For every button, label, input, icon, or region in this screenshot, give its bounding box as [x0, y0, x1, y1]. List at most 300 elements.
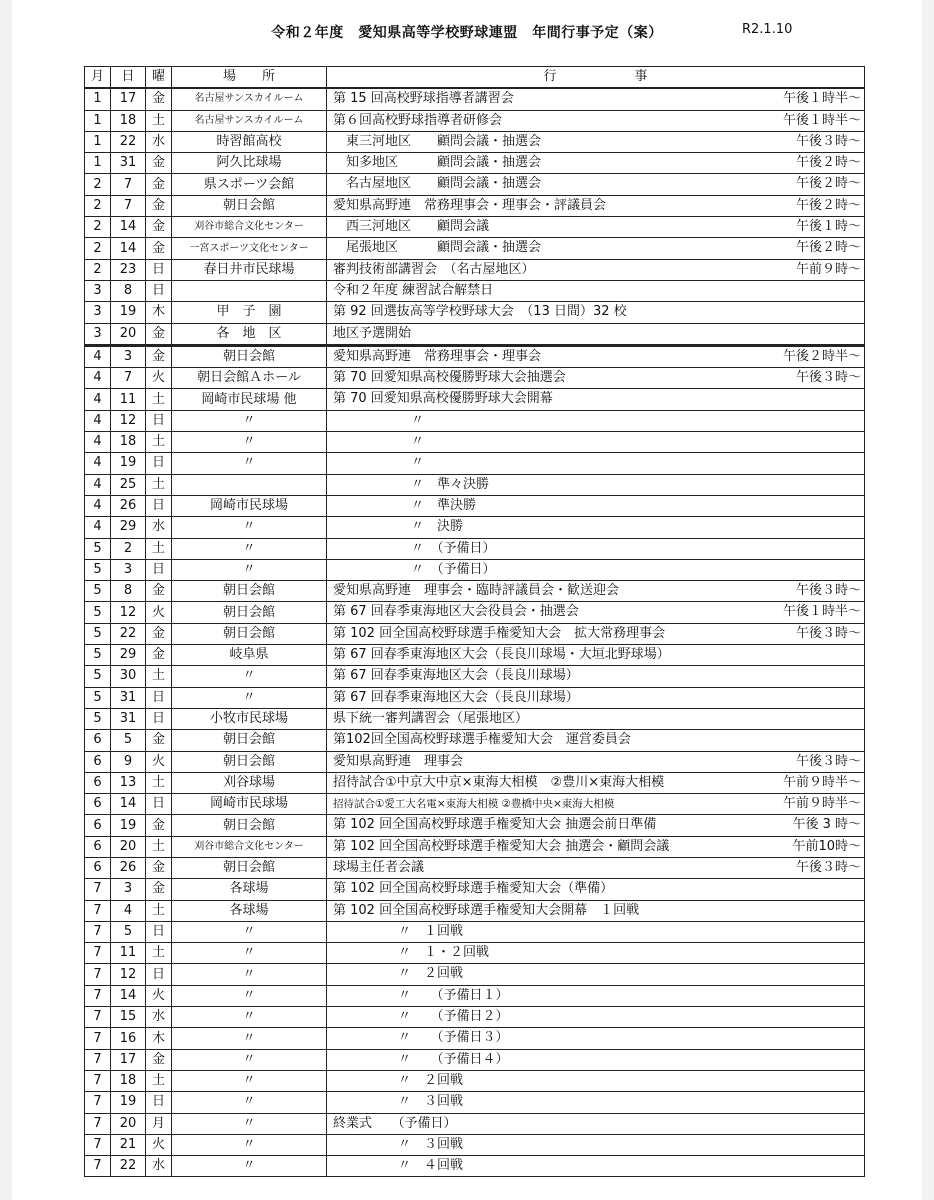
cell-weekday: 木 [146, 1028, 172, 1049]
table-row [85, 921, 865, 942]
table-row [85, 517, 865, 538]
event-text: 〃 ３回戦 [333, 1136, 464, 1152]
cell-place: 岐阜県 [172, 645, 327, 666]
table-row [85, 259, 865, 280]
table-row [85, 751, 865, 772]
cell-event [327, 836, 865, 857]
cell-event [327, 174, 865, 195]
cell-weekday: 土 [146, 389, 172, 410]
cell-place: 〃 [172, 1156, 327, 1177]
table-row [85, 943, 865, 964]
event-text: 第 67 回春季東海地区大会（長良川球場） [333, 689, 579, 705]
cell-month: 3 [85, 302, 111, 323]
cell-place: 朝日会館 [172, 581, 327, 602]
cell-month: 4 [85, 474, 111, 495]
event-text: 愛知県高野連 常務理事会・理事会・評議員会 [333, 197, 607, 213]
cell-day: 3 [111, 559, 146, 580]
cell-month: 2 [85, 195, 111, 216]
table-row [85, 495, 865, 516]
cell-day: 19 [111, 1092, 146, 1113]
event-text: 〃 [333, 434, 425, 450]
cell-event [327, 815, 865, 836]
cell-event [327, 794, 865, 815]
event-text: 〃 １・２回戦 [333, 945, 490, 961]
cell-event [327, 153, 865, 174]
cell-weekday: 日 [146, 453, 172, 474]
cell-place: 〃 [172, 538, 327, 559]
cell-event [327, 730, 865, 751]
event-text: 第 102 回全国高校野球選手権愛知大会開幕 １回戦 [333, 902, 640, 918]
cell-event [327, 88, 865, 110]
cell-event [327, 389, 865, 410]
cell-month: 1 [85, 131, 111, 152]
cell-event [327, 368, 865, 389]
cell-weekday: 土 [146, 836, 172, 857]
cell-weekday: 金 [146, 645, 172, 666]
table-row [85, 602, 865, 623]
cell-month: 7 [85, 921, 111, 942]
event-time: 午後２時～ [795, 240, 861, 256]
event-time: 午前９時半～ [782, 796, 861, 812]
cell-month: 6 [85, 857, 111, 878]
cell-place: 朝日会館 [172, 195, 327, 216]
cell-event [327, 302, 865, 323]
cell-month: 7 [85, 985, 111, 1006]
cell-day: 23 [111, 259, 146, 280]
cell-event [327, 1113, 865, 1134]
cell-event [327, 238, 865, 259]
table-row [85, 794, 865, 815]
table-row [85, 559, 865, 580]
cell-weekday: 金 [146, 730, 172, 751]
cell-place: 小牧市民球場 [172, 708, 327, 729]
table-row [85, 1092, 865, 1113]
cell-place: 〃 [172, 453, 327, 474]
cell-day: 17 [111, 1049, 146, 1070]
cell-month: 5 [85, 581, 111, 602]
table-header-row [85, 67, 865, 89]
cell-place: 朝日会館 [172, 857, 327, 878]
cell-weekday: 金 [146, 195, 172, 216]
table-row [85, 195, 865, 216]
cell-month: 7 [85, 1070, 111, 1091]
cell-day: 19 [111, 302, 146, 323]
event-text: 〃 （予備日４） [333, 1051, 509, 1067]
cell-month: 5 [85, 623, 111, 644]
event-text: 招待試合①愛工大名電×東海大相模 ②豊橋中央×東海大相模 [333, 798, 615, 811]
cell-place: 県スポーツ会館 [172, 174, 327, 195]
cell-month: 4 [85, 495, 111, 516]
cell-month: 6 [85, 836, 111, 857]
cell-weekday: 日 [146, 410, 172, 431]
event-time: 午後３時～ [795, 370, 861, 386]
event-text: 〃 （予備日１） [333, 987, 509, 1003]
event-time: 午後 3 時～ [792, 817, 861, 833]
cell-weekday: 水 [146, 517, 172, 538]
cell-weekday: 水 [146, 1007, 172, 1028]
cell-place [172, 280, 327, 301]
table-row [85, 815, 865, 836]
cell-day: 5 [111, 730, 146, 751]
cell-day: 20 [111, 1113, 146, 1134]
cell-place: 刈谷市総合文化センター [172, 217, 327, 238]
cell-event [327, 900, 865, 921]
cell-weekday: 火 [146, 751, 172, 772]
event-time: 午後３時～ [795, 625, 861, 641]
cell-weekday: 土 [146, 943, 172, 964]
table-row [85, 110, 865, 131]
cell-month: 5 [85, 708, 111, 729]
table-row [85, 1028, 865, 1049]
cell-day: 8 [111, 581, 146, 602]
cell-day: 19 [111, 453, 146, 474]
cell-place: 刈谷市総合文化センター [172, 836, 327, 857]
cell-weekday: 金 [146, 345, 172, 367]
cell-place: 〃 [172, 985, 327, 1006]
cell-place: 〃 [172, 1092, 327, 1113]
cell-month: 2 [85, 238, 111, 259]
cell-event [327, 1092, 865, 1113]
cell-weekday: 日 [146, 259, 172, 280]
column-header-weekday: 曜 [146, 67, 172, 89]
cell-month: 6 [85, 772, 111, 793]
event-text: 〃 （予備日） [333, 540, 496, 556]
cell-weekday: 金 [146, 1049, 172, 1070]
cell-event [327, 517, 865, 538]
cell-month: 4 [85, 517, 111, 538]
cell-event [327, 687, 865, 708]
cell-month: 2 [85, 217, 111, 238]
cell-event [327, 538, 865, 559]
cell-place: 朝日会館 [172, 345, 327, 367]
cell-month: 7 [85, 964, 111, 985]
cell-place: 〃 [172, 1028, 327, 1049]
cell-day: 31 [111, 708, 146, 729]
table-row [85, 1007, 865, 1028]
cell-place: 〃 [172, 432, 327, 453]
cell-month: 6 [85, 751, 111, 772]
cell-day: 25 [111, 474, 146, 495]
table-row [85, 730, 865, 751]
cell-month: 7 [85, 1134, 111, 1155]
cell-place: 〃 [172, 1049, 327, 1070]
cell-place: 岡崎市民球場 他 [172, 389, 327, 410]
cell-month: 4 [85, 389, 111, 410]
document-title: 令和２年度 愛知県高等学校野球連盟 年間行事予定（案） [271, 25, 663, 41]
cell-month: 6 [85, 815, 111, 836]
cell-event [327, 453, 865, 474]
table-row [85, 1113, 865, 1134]
cell-place: 朝日会館Ａホール [172, 368, 327, 389]
event-text: 第 92 回選抜高等学校野球大会 （13 日間）32 校 [333, 304, 627, 320]
column-header-month: 月 [85, 67, 111, 89]
cell-event [327, 410, 865, 431]
cell-day: 12 [111, 602, 146, 623]
cell-event [327, 1134, 865, 1155]
cell-weekday: 日 [146, 687, 172, 708]
event-text: 〃 ３回戦 [333, 1094, 464, 1110]
cell-event [327, 559, 865, 580]
cell-event [327, 345, 865, 367]
event-time: 午後２時～ [795, 155, 861, 171]
cell-weekday: 日 [146, 921, 172, 942]
event-text: 〃 [333, 412, 425, 428]
cell-event [327, 131, 865, 152]
event-time: 午後１時半～ [782, 604, 861, 620]
cell-day: 8 [111, 280, 146, 301]
cell-weekday: 火 [146, 368, 172, 389]
event-text: 第 70 回愛知県高校優勝野球大会開幕 [333, 391, 553, 407]
cell-month: 4 [85, 368, 111, 389]
cell-weekday: 金 [146, 581, 172, 602]
event-text: 愛知県高野連 理事会・臨時評議員会・歓送迎会 [333, 583, 620, 599]
table-row [85, 131, 865, 152]
cell-day: 7 [111, 195, 146, 216]
cell-event [327, 280, 865, 301]
cell-weekday: 土 [146, 1070, 172, 1091]
cell-month: 5 [85, 645, 111, 666]
event-text: 第 102 回全国高校野球選手権愛知大会 抽選会・顧問会議 [333, 838, 670, 854]
cell-weekday: 金 [146, 623, 172, 644]
cell-weekday: 水 [146, 131, 172, 152]
cell-month: 2 [85, 259, 111, 280]
event-text: 第 102 回全国高校野球選手権愛知大会 拡大常務理事会 [333, 625, 666, 641]
cell-place: 時習館高校 [172, 131, 327, 152]
table-row [85, 302, 865, 323]
event-text: 第 67 回春季東海地区大会（長良川球場・大垣北野球場） [333, 647, 670, 663]
event-text: 愛知県高野連 常務理事会・理事会 [333, 348, 542, 364]
cell-day: 29 [111, 517, 146, 538]
cell-weekday: 日 [146, 1092, 172, 1113]
cell-place: 朝日会館 [172, 815, 327, 836]
cell-day: 14 [111, 238, 146, 259]
table-row [85, 836, 865, 857]
event-text: 第６回高校野球指導者研修会 [333, 112, 503, 128]
event-text: 東三河地区 顧問会議・抽選会 [333, 133, 542, 149]
event-text: 〃 準決勝 [333, 497, 477, 513]
cell-weekday: 金 [146, 217, 172, 238]
table-row [85, 645, 865, 666]
cell-event [327, 985, 865, 1006]
cell-weekday: 金 [146, 174, 172, 195]
event-text: 第 102 回全国高校野球選手権愛知大会（準備） [333, 881, 614, 897]
event-text: 愛知県高野連 理事会 [333, 753, 464, 769]
event-text: 〃 ２回戦 [333, 966, 464, 982]
table-row [85, 1049, 865, 1070]
cell-place: 〃 [172, 517, 327, 538]
event-text: 〃 [333, 455, 425, 471]
event-time: 午後１時半～ [782, 91, 861, 107]
cell-event [327, 921, 865, 942]
cell-event [327, 708, 865, 729]
cell-weekday: 火 [146, 1134, 172, 1155]
cell-day: 14 [111, 985, 146, 1006]
event-text: 尾張地区 顧問会議・抽選会 [333, 240, 542, 256]
table-row [85, 1156, 865, 1177]
cell-event [327, 964, 865, 985]
cell-day: 22 [111, 131, 146, 152]
cell-day: 18 [111, 110, 146, 131]
event-text: 〃 決勝 [333, 519, 464, 535]
cell-month: 7 [85, 900, 111, 921]
cell-day: 16 [111, 1028, 146, 1049]
event-text: 第 102 回全国高校野球選手権愛知大会 抽選会前日準備 [333, 817, 657, 833]
cell-event [327, 323, 865, 345]
cell-day: 20 [111, 323, 146, 345]
cell-day: 26 [111, 495, 146, 516]
cell-place: 〃 [172, 943, 327, 964]
event-text: 県下統一審判講習会（尾張地区） [333, 710, 529, 726]
event-text: 〃 （予備日２） [333, 1009, 509, 1025]
table-row [85, 453, 865, 474]
cell-day: 12 [111, 964, 146, 985]
event-text: 西三河地区 顧問会議 [333, 219, 490, 235]
cell-month: 5 [85, 666, 111, 687]
table-row [85, 964, 865, 985]
column-header-place: 場 所 [172, 67, 327, 89]
table-row [85, 368, 865, 389]
document-page [12, 0, 922, 1200]
event-text: 〃 ４回戦 [333, 1158, 464, 1174]
cell-event [327, 943, 865, 964]
table-row [85, 345, 865, 367]
cell-month: 6 [85, 794, 111, 815]
cell-place: 〃 [172, 1134, 327, 1155]
cell-place: 名古屋サンスカイルーム [172, 88, 327, 110]
event-time: 午後３時～ [795, 133, 861, 149]
cell-event [327, 602, 865, 623]
cell-place: 岡崎市民球場 [172, 794, 327, 815]
event-time: 午後２時半～ [782, 348, 861, 364]
cell-day: 18 [111, 432, 146, 453]
cell-day: 15 [111, 1007, 146, 1028]
cell-event [327, 666, 865, 687]
table-row [85, 1134, 865, 1155]
cell-event [327, 1028, 865, 1049]
table-row [85, 432, 865, 453]
cell-day: 9 [111, 751, 146, 772]
cell-place: 〃 [172, 964, 327, 985]
cell-event [327, 1007, 865, 1028]
cell-month: 4 [85, 345, 111, 367]
cell-day: 19 [111, 815, 146, 836]
cell-month: 7 [85, 1028, 111, 1049]
event-text: 〃 １回戦 [333, 923, 464, 939]
cell-day: 3 [111, 879, 146, 900]
cell-event [327, 1070, 865, 1091]
cell-day: 2 [111, 538, 146, 559]
event-time: 午後２時～ [795, 176, 861, 192]
cell-place: 〃 [172, 666, 327, 687]
cell-month: 4 [85, 453, 111, 474]
cell-day: 20 [111, 836, 146, 857]
cell-place: 朝日会館 [172, 730, 327, 751]
cell-month: 7 [85, 879, 111, 900]
table-row [85, 900, 865, 921]
cell-day: 22 [111, 623, 146, 644]
cell-month: 7 [85, 943, 111, 964]
table-row [85, 88, 865, 110]
event-time: 午前９時～ [795, 261, 861, 277]
cell-weekday: 金 [146, 815, 172, 836]
table-row [85, 581, 865, 602]
cell-day: 7 [111, 368, 146, 389]
cell-month: 1 [85, 153, 111, 174]
event-text: 球場主任者会議 [333, 859, 425, 875]
cell-month: 5 [85, 538, 111, 559]
cell-place: 朝日会館 [172, 623, 327, 644]
cell-weekday: 日 [146, 495, 172, 516]
cell-event [327, 772, 865, 793]
event-text: 第102回全国高校野球選手権愛知大会 運営委員会 [333, 732, 631, 748]
cell-weekday: 日 [146, 794, 172, 815]
table-row [85, 666, 865, 687]
cell-month: 2 [85, 174, 111, 195]
cell-weekday: 土 [146, 538, 172, 559]
cell-weekday: 金 [146, 857, 172, 878]
cell-place: 甲 子 園 [172, 302, 327, 323]
cell-day: 30 [111, 666, 146, 687]
cell-weekday: 土 [146, 474, 172, 495]
event-time: 午前９時半～ [782, 774, 861, 790]
cell-place: 春日井市民球場 [172, 259, 327, 280]
event-text: 〃 （予備日３） [333, 1030, 509, 1046]
event-text: 地区予選開始 [333, 325, 412, 341]
cell-place: 各球場 [172, 900, 327, 921]
cell-place: 阿久比球場 [172, 153, 327, 174]
cell-weekday: 土 [146, 900, 172, 921]
cell-place: 〃 [172, 1070, 327, 1091]
column-header-day: 日 [111, 67, 146, 89]
cell-event [327, 474, 865, 495]
event-text: 〃 ２回戦 [333, 1072, 464, 1088]
cell-month: 7 [85, 1156, 111, 1177]
cell-day: 7 [111, 174, 146, 195]
cell-place: 岡崎市民球場 [172, 495, 327, 516]
table-row [85, 708, 865, 729]
cell-month: 5 [85, 602, 111, 623]
cell-place: 一宮スポーツ文化センター [172, 238, 327, 259]
event-text: 〃 （予備日） [333, 561, 496, 577]
table-row [85, 238, 865, 259]
cell-place: 朝日会館 [172, 602, 327, 623]
cell-day: 3 [111, 345, 146, 367]
cell-weekday: 火 [146, 985, 172, 1006]
cell-month: 4 [85, 410, 111, 431]
cell-place: 朝日会館 [172, 751, 327, 772]
table-row [85, 687, 865, 708]
cell-place [172, 474, 327, 495]
cell-event [327, 879, 865, 900]
cell-event [327, 857, 865, 878]
event-text: 第 67 回春季東海地区大会役員会・抽選会 [333, 604, 579, 620]
cell-weekday: 金 [146, 238, 172, 259]
cell-weekday: 木 [146, 302, 172, 323]
document-date: R2.1.10 [742, 22, 793, 37]
event-text: 終業式 （予備日） [333, 1115, 457, 1131]
cell-day: 4 [111, 900, 146, 921]
cell-event [327, 110, 865, 131]
event-text: 令和２年度 練習試合解禁日 [333, 282, 494, 298]
event-time: 午後１時半～ [782, 112, 861, 128]
cell-event [327, 645, 865, 666]
event-text: 第 70 回愛知県高校優勝野球大会抽選会 [333, 370, 566, 386]
table-row [85, 280, 865, 301]
cell-place: 刈谷球場 [172, 772, 327, 793]
cell-weekday: 日 [146, 280, 172, 301]
table-row [85, 217, 865, 238]
cell-place: 〃 [172, 1113, 327, 1134]
